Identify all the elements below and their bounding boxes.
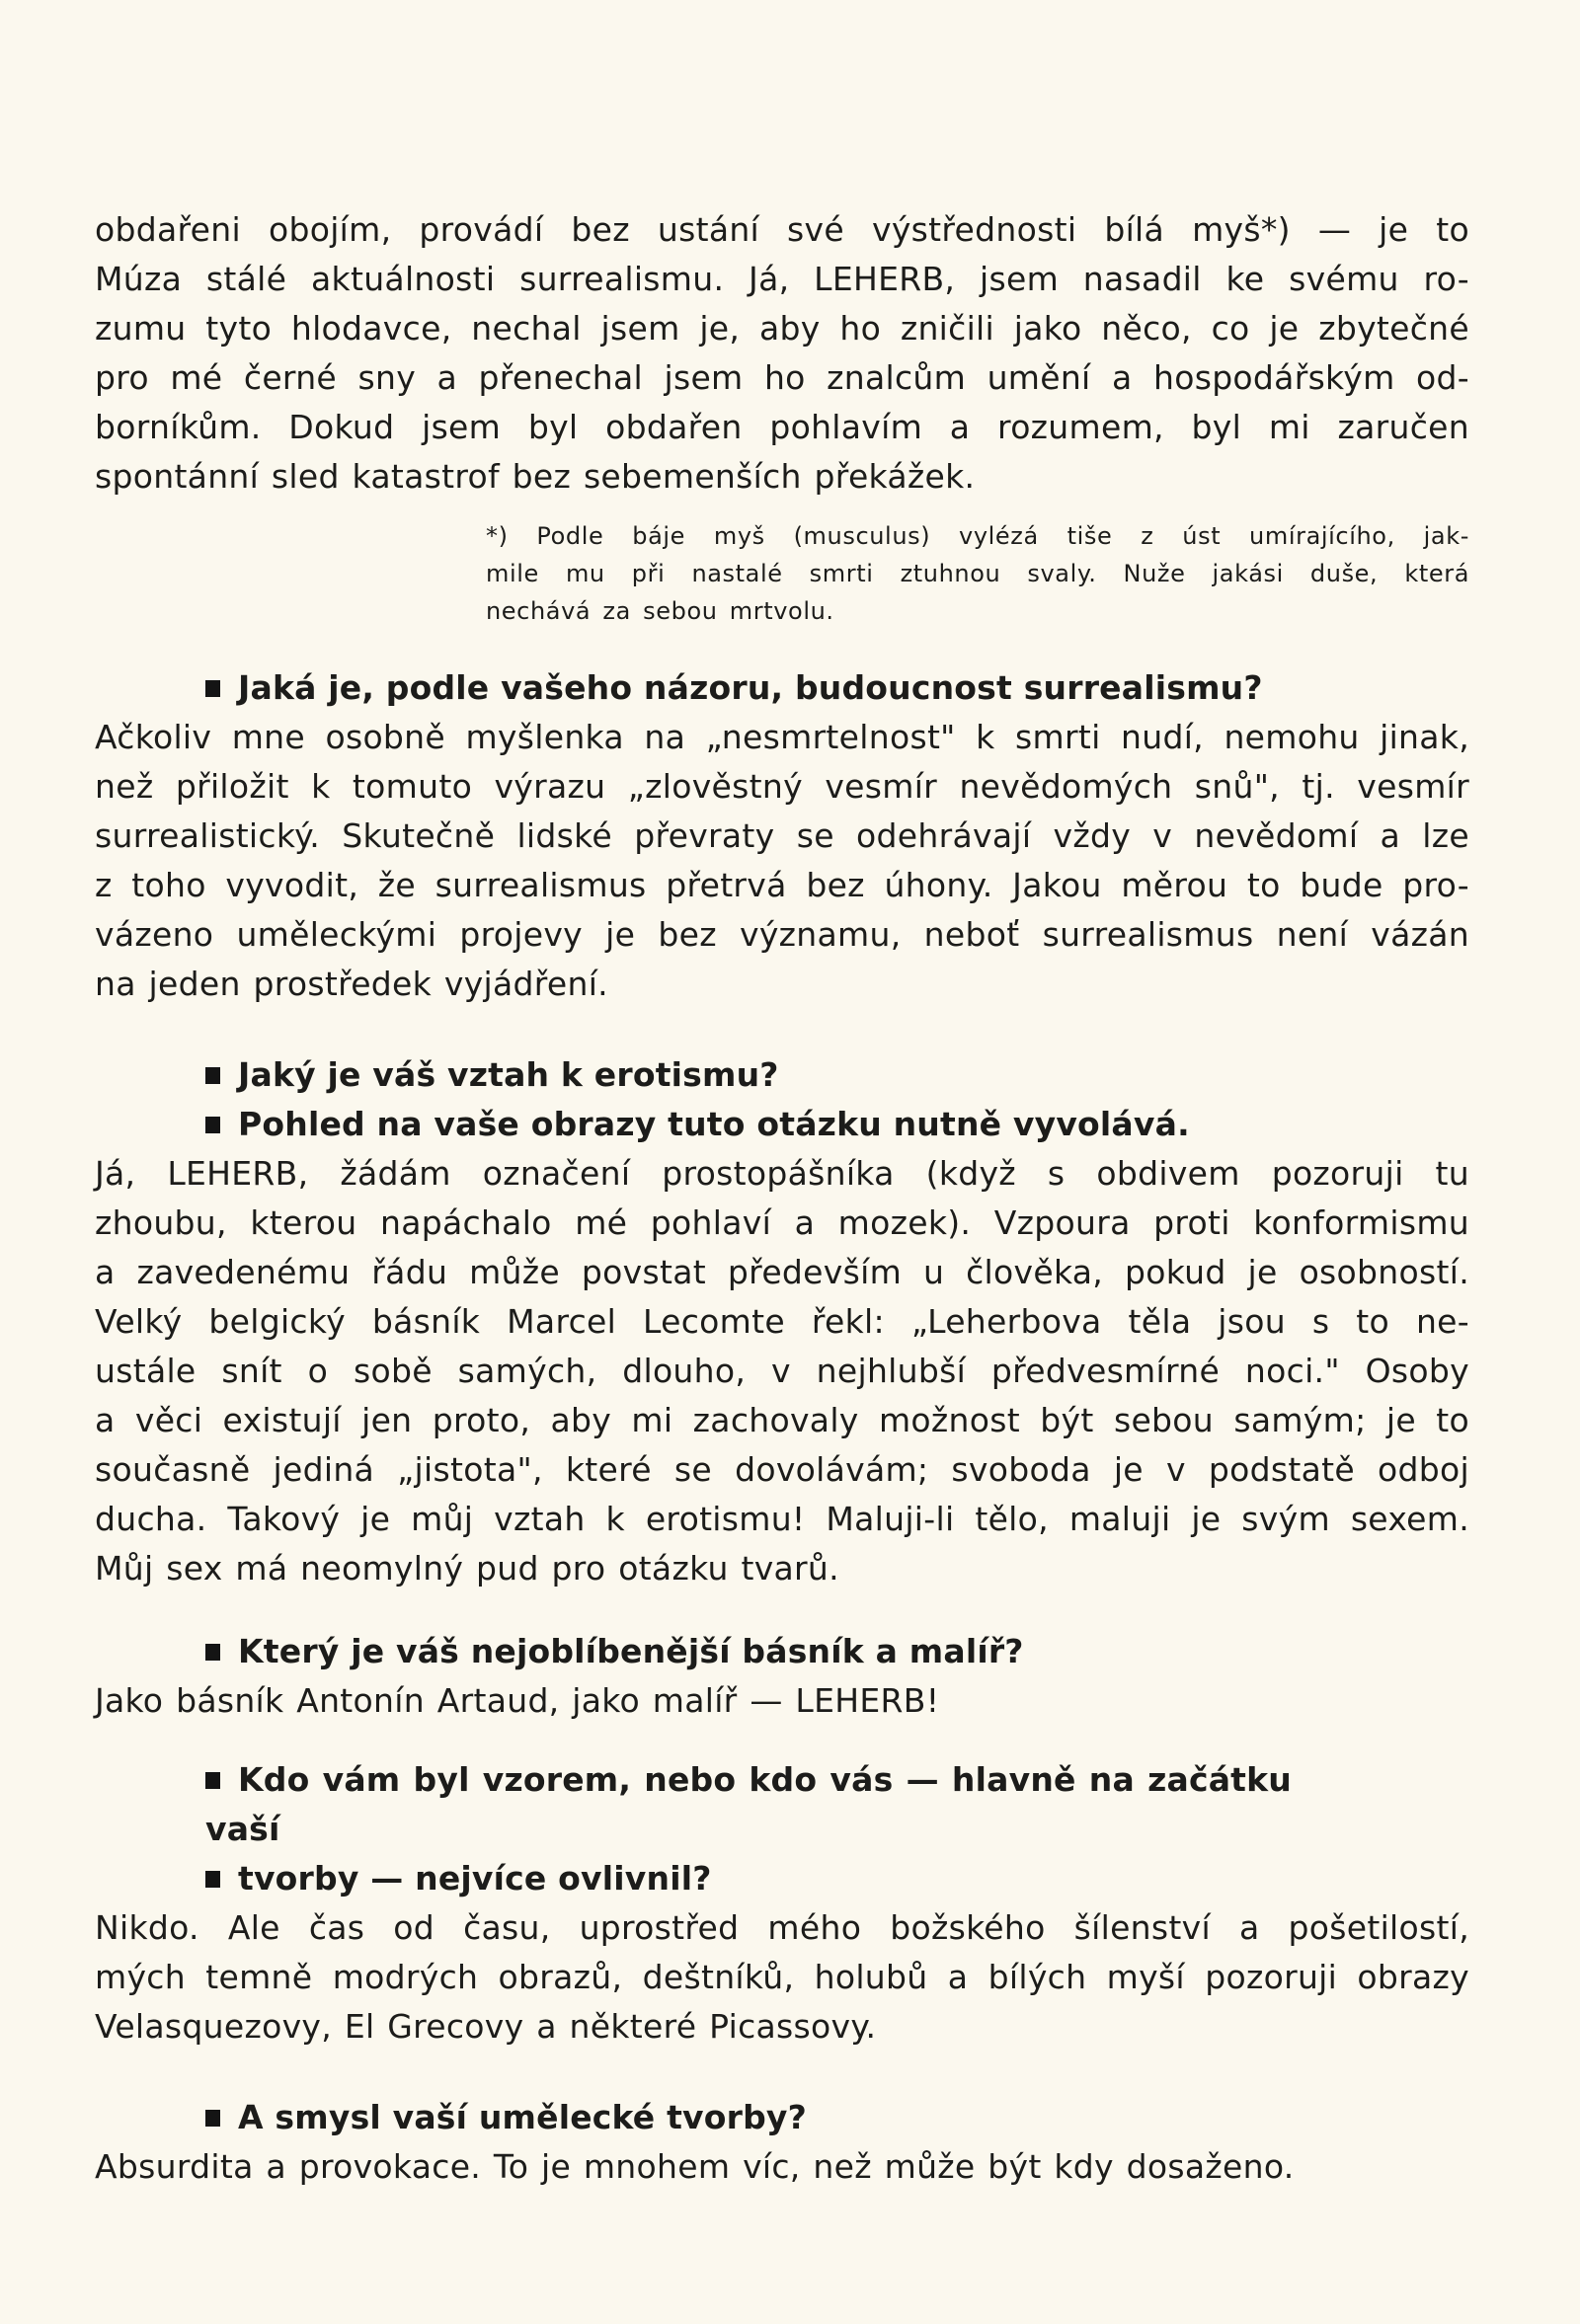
text-line: Já, LEHERB, žádám označení prostopášníka (když s obdivem pozoruji tu xyxy=(95,1154,1469,1193)
text-line: než přiložit k tomuto výrazu „zlověstný vesmír nevědomých snů", tj. vesmír xyxy=(95,767,1469,806)
footnote xyxy=(486,517,1469,630)
text-line: Nikdo. Ale čas od času, uprostřed mého božského šílenství a pošetilostí, xyxy=(95,1908,1469,1947)
square-bullet-icon xyxy=(205,1772,220,1789)
text-line: spontánní sled katastrof bez sebemenších překážek. xyxy=(95,457,976,496)
question-text: A smysl vaší umělecké tvorby? xyxy=(238,2098,807,2136)
text-line: Ačkoliv mne osobně myšlenka na „nesmrtelnost" k smrti nudí, nemohu jinak, xyxy=(95,718,1469,756)
text-line: ducha. Takový je můj vztah k erotismu! Maluji-li tělo, maluji je svým sexem. xyxy=(95,1500,1469,1538)
question-text: Který je váš nejoblíbenější básník a malíř? xyxy=(238,1632,1024,1670)
square-bullet-icon xyxy=(205,1871,220,1888)
text-line: a věci existují jen proto, aby mi zachovaly možnost být sebou samým; je to xyxy=(95,1401,1469,1439)
text-line: z toho vyvodit, že surrealismus přetrvá bez úhony. Jakou měrou to bude pro- xyxy=(95,866,1469,904)
square-bullet-icon xyxy=(205,2110,220,2127)
text-line: vázeno uměleckými projevy je bez významu, neboť surrealismus není vázán xyxy=(95,915,1469,954)
interview-question xyxy=(95,1755,1469,1903)
answer-paragraph xyxy=(95,2142,1469,2192)
square-bullet-icon xyxy=(205,1067,220,1084)
document-page xyxy=(95,205,1469,2192)
question-text: Jaká je, podle vašeho názoru, budoucnost surrealismu? xyxy=(238,668,1263,707)
text-line: na jeden prostředek vyjádření. xyxy=(95,965,608,1003)
square-bullet-icon xyxy=(205,680,220,697)
text-line: surrealistický. Skutečně lidské převraty se odehrávají vždy v nevědomí a lze xyxy=(95,816,1469,855)
question-text: Pohled na vaše obrazy tuto otázku nutně vyvolává. xyxy=(238,1105,1190,1143)
interview-question xyxy=(95,1050,1469,1149)
text-line: ustále snít o sobě samých, dlouho, v nejhlubší předvesmírné noci." Osoby xyxy=(95,1352,1469,1390)
text-line: Můj sex má neomylný pud pro otázku tvarů. xyxy=(95,1549,839,1588)
interview-question xyxy=(95,663,1469,713)
square-bullet-icon xyxy=(205,1117,220,1133)
text-line: současně jediná „jistota", které se dovolávám; svoboda je v podstatě odboj xyxy=(95,1450,1469,1489)
intro-paragraph xyxy=(95,205,1469,502)
answer-paragraph xyxy=(95,1676,1469,1726)
text-line: zumu tyto hlodavce, nechal jsem je, aby ho zničili jako něco, co je zbytečné xyxy=(95,309,1469,348)
footnote-line: *) Podle báje myš (musculus) vylézá tiše z úst umírajícího, jak- xyxy=(486,522,1469,550)
text-line: Absurdita a provokace. To je mnohem víc, než může být kdy dosaženo. xyxy=(95,2147,1295,2186)
answer-paragraph xyxy=(95,1149,1469,1593)
footnote-line: nechává za sebou mrtvolu. xyxy=(486,597,834,625)
footnote-line: mile mu při nastalé smrti ztuhnou svaly. Nuže jakási duše, která xyxy=(486,560,1469,587)
question-text: Jaký je váš vztah k erotismu? xyxy=(238,1055,779,1094)
text-line: Velasquezovy, El Grecovy a některé Picassovy. xyxy=(95,2007,877,2046)
question-text: tvorby — nejvíce ovlivnil? xyxy=(238,1859,712,1898)
text-line: Múza stálé aktuálnosti surrealismu. Já, LEHERB, jsem nasadil ke svému ro- xyxy=(95,260,1469,298)
text-line: zhoubu, kterou napáchalo mé pohlaví a mozek). Vzpoura proti konformismu xyxy=(95,1203,1469,1242)
answer-paragraph xyxy=(95,1903,1469,2052)
text-line: Velký belgický básník Marcel Lecomte řekl: „Leherbova těla jsou s to ne- xyxy=(95,1302,1469,1341)
interview-question xyxy=(95,2093,1469,2142)
text-line: a zavedenému řádu může povstat především u člověka, pokud je osobností. xyxy=(95,1253,1469,1291)
text-line: borníkům. Dokud jsem byl obdařen pohlavím a rozumem, byl mi zaručen xyxy=(95,408,1469,446)
text-line: mých temně modrých obrazů, deštníků, holubů a bílých myší pozoruji obrazy xyxy=(95,1958,1469,1996)
text-line: pro mé černé sny a přenechal jsem ho znalcům umění a hospodářským od- xyxy=(95,358,1469,397)
question-text: Kdo vám byl vzorem, nebo kdo vás — hlavně na začátku vaší xyxy=(205,1760,1292,1848)
interview-question xyxy=(95,1627,1469,1676)
answer-paragraph xyxy=(95,713,1469,1009)
text-line: obdařeni obojím, provádí bez ustání své výstřednosti bílá myš*) — je to xyxy=(95,210,1469,249)
square-bullet-icon xyxy=(205,1644,220,1661)
text-line: Jako básník Antonín Artaud, jako malíř — LEHERB! xyxy=(95,1681,940,1720)
